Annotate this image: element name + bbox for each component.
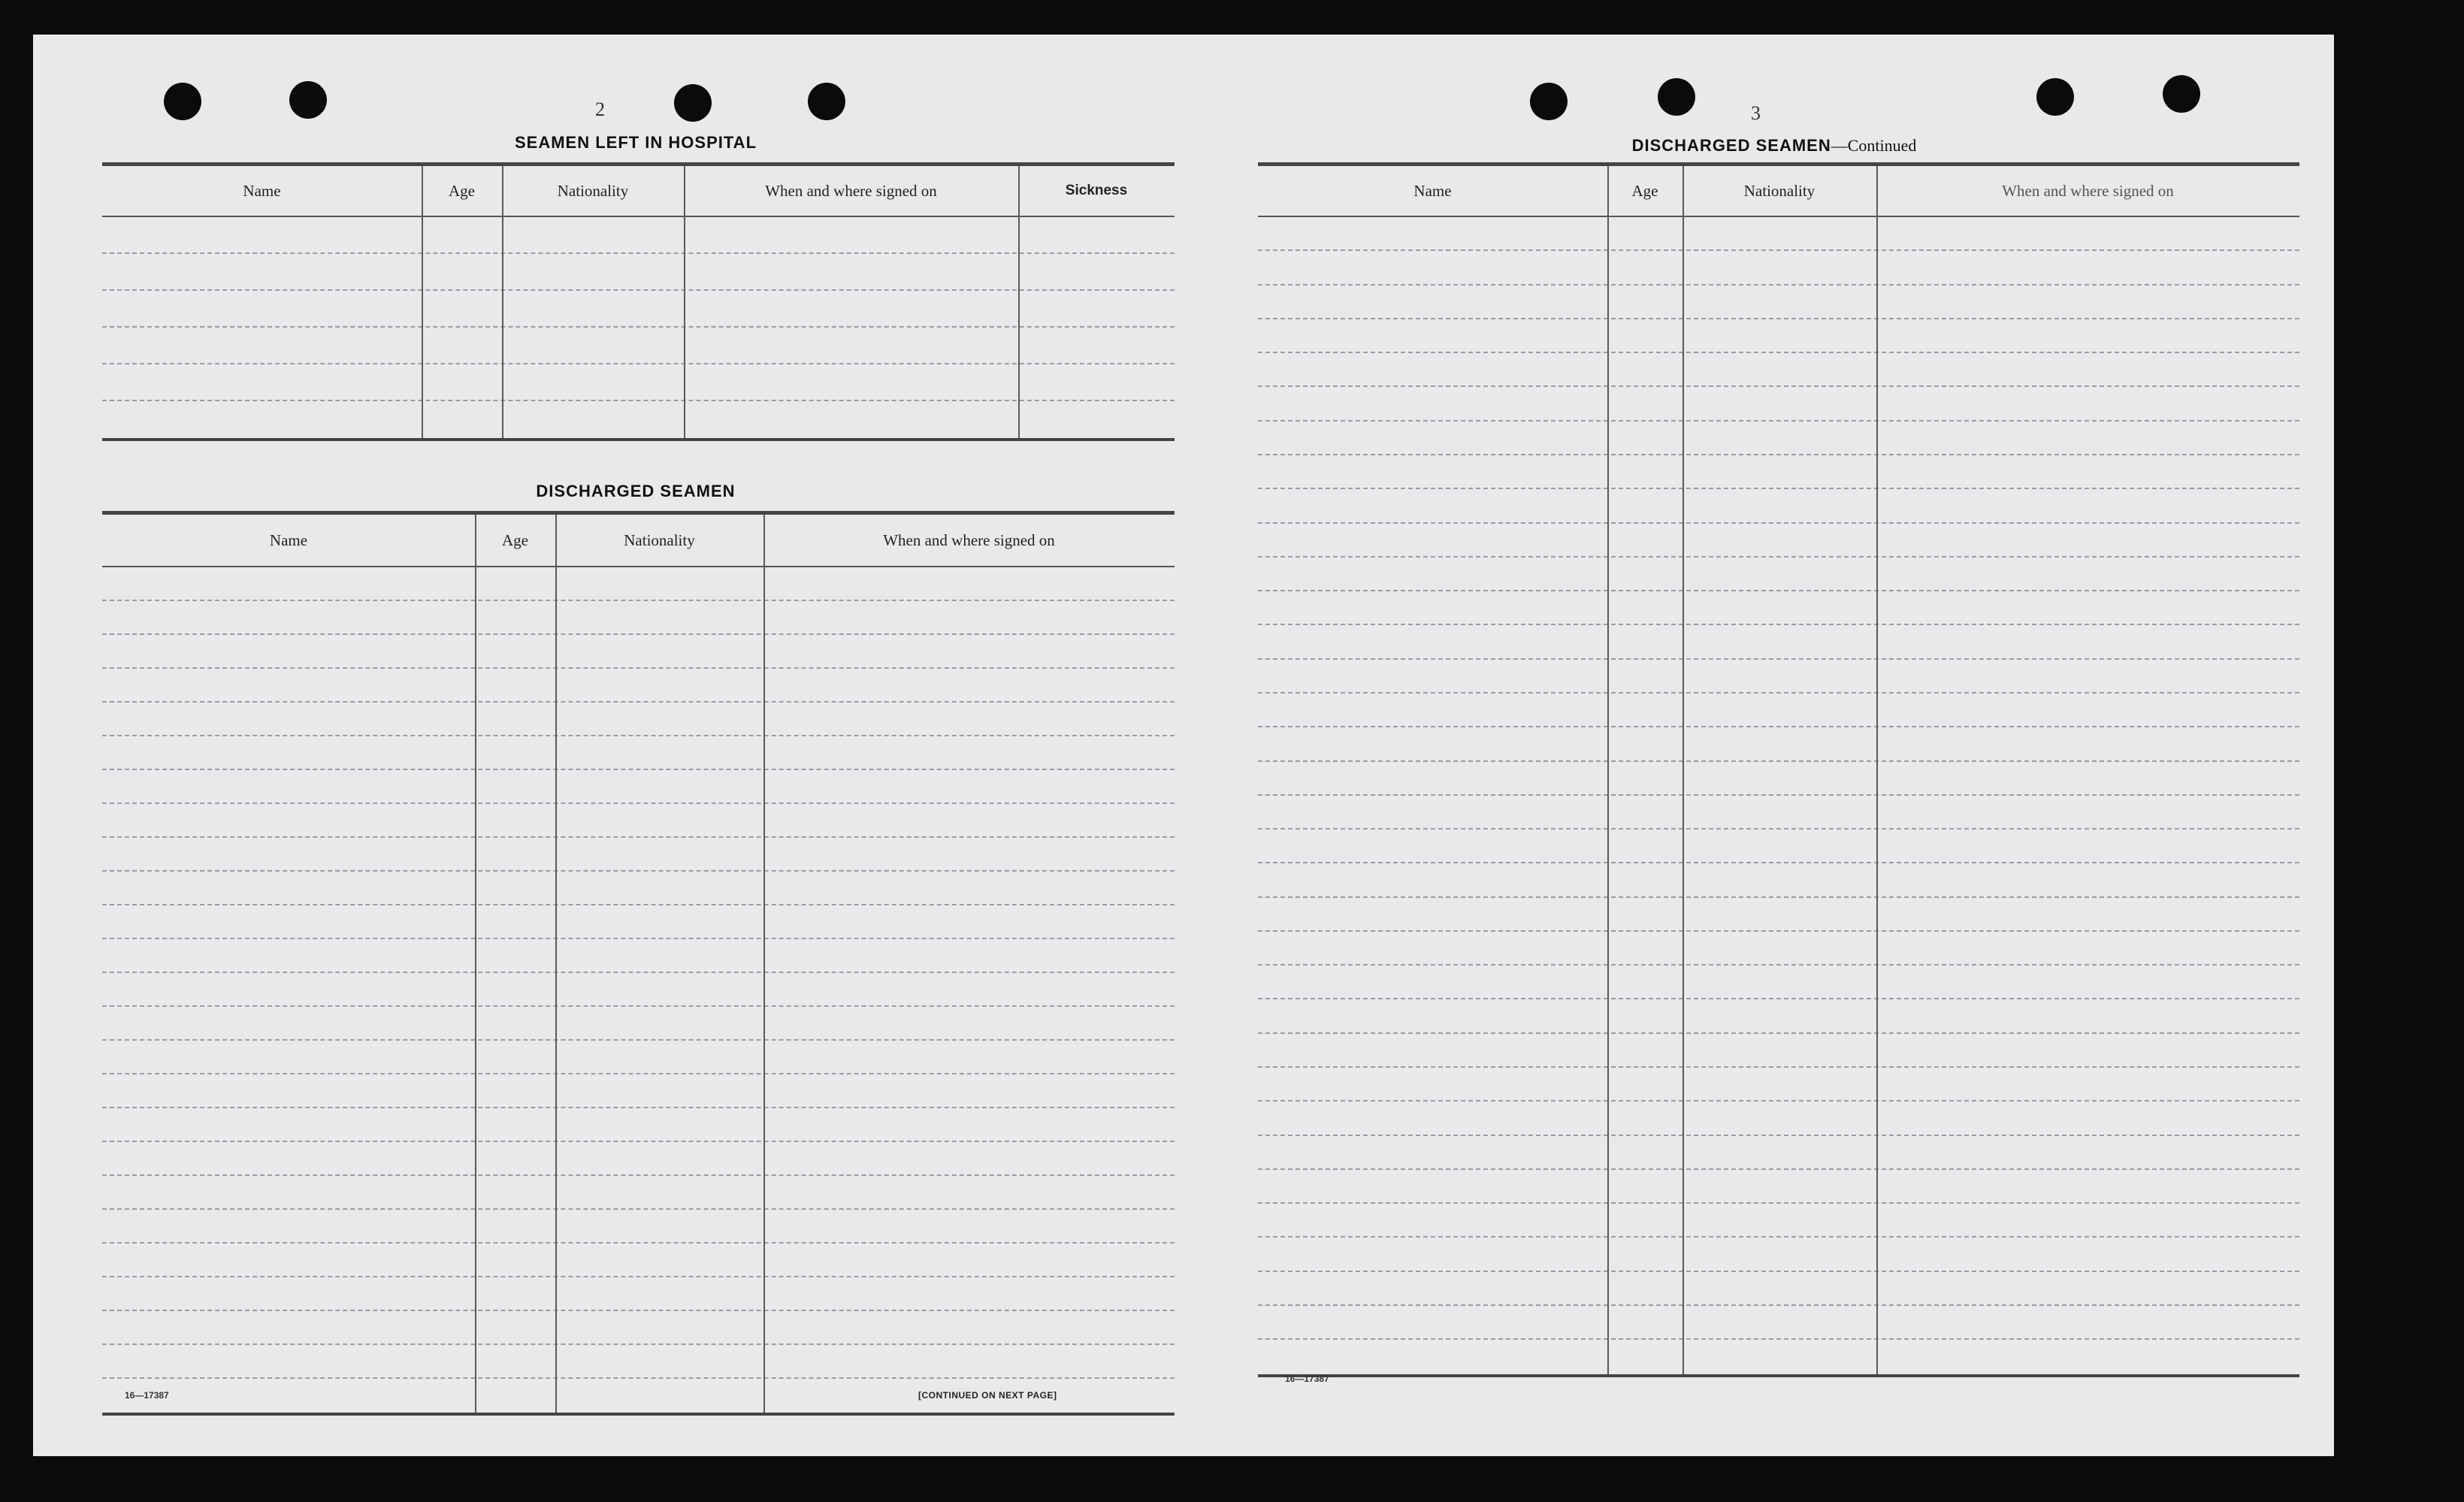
- table-row: [1258, 1068, 2299, 1102]
- column-header-age: Age: [449, 181, 475, 200]
- table-row: [1258, 591, 2299, 625]
- table-row: [1258, 830, 2299, 863]
- table-row: [1258, 660, 2299, 694]
- table-row: [1258, 489, 2299, 523]
- table-row: [102, 1041, 1175, 1074]
- table-row: [1258, 1102, 2299, 1135]
- table-row: [1258, 932, 2299, 966]
- punch-hole: [808, 83, 845, 120]
- table-row: [1258, 319, 2299, 353]
- punch-hole: [164, 83, 201, 120]
- column-header-nationality: Nationality: [1743, 181, 1815, 200]
- table-row: [102, 328, 1175, 364]
- table-row: [1258, 1340, 2299, 1374]
- discharged-continued-title-suffix: —Continued: [1831, 136, 1917, 155]
- column-header-age: Age: [502, 530, 528, 549]
- column-divider: [1682, 166, 1684, 1374]
- discharged-section-title: DISCHARGED SEAMEN: [536, 482, 736, 500]
- table-row: [102, 1345, 1175, 1379]
- form-code-right: 16—17387: [1285, 1374, 1329, 1384]
- table-row: [102, 601, 1175, 635]
- table-row: [102, 736, 1175, 770]
- table-row: [102, 401, 1175, 438]
- punch-hole: [1658, 78, 1695, 116]
- table-row: [102, 703, 1175, 736]
- table-row: [102, 939, 1175, 973]
- punch-hole: [2036, 78, 2074, 116]
- form-code-left: 16—17387: [125, 1390, 169, 1401]
- discharged-table: [102, 511, 1175, 1416]
- table-row: [1258, 863, 2299, 897]
- table-row: [102, 1277, 1175, 1311]
- table-row: [102, 364, 1175, 401]
- column-divider: [1607, 166, 1609, 1374]
- column-header-age: Age: [1631, 181, 1658, 200]
- punch-hole: [674, 84, 712, 122]
- page-number-right: 3: [1751, 102, 1761, 124]
- column-divider: [475, 515, 476, 1413]
- table-row: [1258, 1204, 2299, 1238]
- table-row: [102, 217, 1175, 254]
- table-row: [102, 1311, 1175, 1345]
- table-row: [1258, 217, 2299, 251]
- column-header-nationality: Nationality: [557, 181, 629, 200]
- table-row: [1258, 1170, 2299, 1204]
- hospital-table-body: [102, 217, 1175, 438]
- column-divider: [422, 166, 423, 438]
- table-row: [102, 1007, 1175, 1041]
- hospital-table-header: [102, 166, 1175, 217]
- table-row: [1258, 1034, 2299, 1068]
- table-row: [102, 291, 1175, 328]
- discharged-table-header: [102, 515, 1175, 567]
- column-divider: [555, 515, 557, 1413]
- column-divider: [1018, 166, 1020, 438]
- table-row: [1258, 625, 2299, 659]
- table-row: [102, 1210, 1175, 1244]
- hospital-table: [102, 162, 1175, 441]
- table-row: [102, 1176, 1175, 1210]
- table-row: [1258, 422, 2299, 455]
- discharged-table-body: [102, 567, 1175, 1413]
- discharged-continued-table-body: [1258, 217, 2299, 1374]
- table-row: [1258, 694, 2299, 727]
- hospital-section-title: SEAMEN LEFT IN HOSPITAL: [514, 133, 757, 152]
- table-row: [102, 1074, 1175, 1108]
- form-sheet: [33, 35, 2334, 1456]
- table-row: [102, 1142, 1175, 1176]
- table-row: [1258, 1272, 2299, 1306]
- table-row: [1258, 762, 2299, 796]
- table-row: [102, 838, 1175, 872]
- column-divider: [763, 515, 765, 1413]
- table-row: [1258, 898, 2299, 932]
- table-row: [1258, 796, 2299, 830]
- column-divider: [684, 166, 685, 438]
- table-row: [1258, 251, 2299, 285]
- column-header-when-where: When and where signed on: [2002, 181, 2174, 200]
- column-divider: [502, 166, 503, 438]
- table-row: [1258, 387, 2299, 421]
- page-number-left: 2: [595, 98, 605, 120]
- table-row: [102, 635, 1175, 669]
- table-row: [102, 872, 1175, 905]
- table-row: [102, 254, 1175, 291]
- discharged-continued-title-main: DISCHARGED SEAMEN: [1631, 136, 1831, 155]
- table-row: [102, 905, 1175, 939]
- column-header-name: Name: [243, 181, 281, 200]
- table-row: [1258, 558, 2299, 591]
- discharged-continued-table: [1258, 162, 2299, 1377]
- column-header-name: Name: [1413, 181, 1452, 200]
- column-divider: [1876, 166, 1878, 1374]
- punch-hole: [1530, 83, 1568, 120]
- table-row: [1258, 1306, 2299, 1340]
- table-row: [102, 669, 1175, 703]
- column-header-name: Name: [269, 530, 308, 549]
- punch-hole: [2163, 75, 2200, 113]
- punch-hole: [289, 81, 327, 119]
- column-header-when-where: When and where signed on: [883, 530, 1055, 549]
- table-row: [1258, 286, 2299, 319]
- table-row: [102, 1108, 1175, 1142]
- table-row: [102, 973, 1175, 1007]
- table-row: [102, 567, 1175, 601]
- table-row: [102, 804, 1175, 838]
- column-header-nationality: Nationality: [624, 530, 695, 549]
- table-row: [102, 1244, 1175, 1277]
- table-row: [1258, 966, 2299, 999]
- discharged-continued-table-header: [1258, 166, 2299, 217]
- table-row: [102, 770, 1175, 804]
- table-row: [1258, 455, 2299, 489]
- column-header-sickness: Sickness: [1065, 183, 1128, 198]
- column-header-when-where: When and where signed on: [765, 181, 937, 200]
- table-row: [1258, 1136, 2299, 1170]
- table-row: [1258, 1238, 2299, 1271]
- table-row: [1258, 524, 2299, 558]
- table-row: [1258, 353, 2299, 387]
- discharged-continued-title: [1253, 136, 2295, 156]
- continued-note: [CONTINUED ON NEXT PAGE]: [918, 1390, 1057, 1401]
- table-row: [1258, 727, 2299, 761]
- table-row: [1258, 999, 2299, 1033]
